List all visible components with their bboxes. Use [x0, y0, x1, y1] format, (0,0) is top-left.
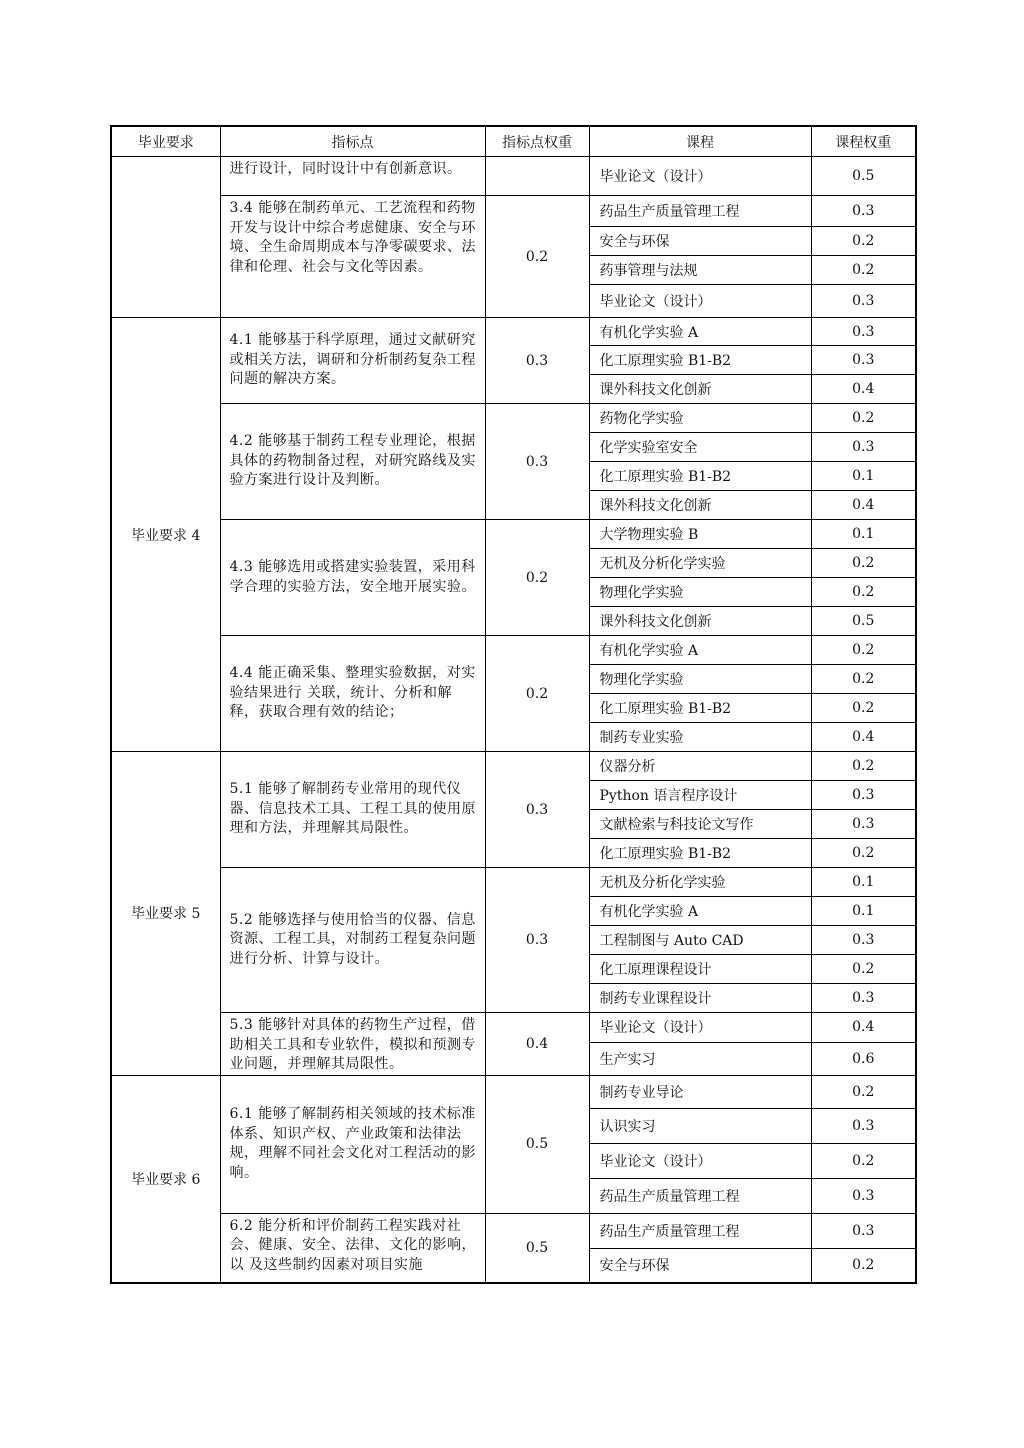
indicator-cell: 5.2 能够选择与使用恰当的仪器、信息资源、工程工具，对制药工程复杂问题进行分析、计算与设计。 — [220, 868, 485, 1013]
course-weight-cell: 0.3 — [811, 1178, 916, 1213]
requirement-cell: 毕业要求 5 — [111, 752, 220, 1076]
course-cell: 药品生产质量管理工程 — [589, 196, 811, 227]
course-weight-cell: 0.2 — [811, 1143, 916, 1178]
table-row — [111, 868, 916, 897]
course-cell: 化工原理实验 B1-B2 — [589, 694, 811, 723]
course-cell: 毕业论文（设计） — [589, 1013, 811, 1043]
indicator-cell: 4.1 能够基于科学原理，通过文献研究或相关方法，调研和分析制药复杂工程问题的解决方案。 — [220, 318, 485, 404]
requirement-cell: 毕业要求 4 — [111, 318, 220, 752]
indicator-cell: 6.2 能分析和评价制药工程实践对社会、健康、安全、法律、文化的影响，以 及这些制约因素对项目实施 — [220, 1213, 485, 1283]
course-cell: 物理化学实验 — [589, 578, 811, 607]
indicator-weight-cell: 0.5 — [485, 1213, 589, 1283]
course-weight-cell: 0.4 — [811, 1013, 916, 1043]
course-cell: 毕业论文（设计） — [589, 285, 811, 318]
course-cell: 无机及分析化学实验 — [589, 549, 811, 578]
course-weight-cell: 0.3 — [811, 285, 916, 318]
course-weight-cell: 0.3 — [811, 1213, 916, 1248]
course-weight-cell: 0.2 — [811, 256, 916, 285]
course-weight-cell: 0.5 — [811, 157, 916, 196]
header-indicator-weight: 指标点权重 — [485, 126, 589, 157]
table-row — [111, 1013, 916, 1043]
course-weight-cell: 0.3 — [811, 984, 916, 1013]
course-weight-cell: 0.3 — [811, 1108, 916, 1143]
table-row — [111, 318, 916, 346]
indicator-cell: 5.1 能够了解制药专业常用的现代仪器、信息技术工具、工程工具的使用原理和方法，并理解其局限性。 — [220, 752, 485, 868]
course-cell: 制药专业课程设计 — [589, 984, 811, 1013]
course-weight-cell: 0.2 — [811, 1248, 916, 1283]
indicator-weight-cell: 0.3 — [485, 318, 589, 404]
table-row — [111, 404, 916, 433]
course-cell: 化学实验室安全 — [589, 433, 811, 462]
indicator-cell: 4.3 能够选用或搭建实验装置，采用科学合理的实验方法，安全地开展实验。 — [220, 520, 485, 636]
indicator-cell: 4.2 能够基于制药工程专业理论，根据具体的药物制备过程，对研究路线及实验方案进行设计及判断。 — [220, 404, 485, 520]
course-weight-cell: 0.4 — [811, 491, 916, 520]
course-weight-cell: 0.1 — [811, 520, 916, 549]
course-weight-cell: 0.2 — [811, 1075, 916, 1108]
course-cell: 大学物理实验 B — [589, 520, 811, 549]
header-course-weight: 课程权重 — [811, 126, 916, 157]
course-weight-cell: 0.3 — [811, 318, 916, 346]
table-row — [111, 636, 916, 665]
header-indicator: 指标点 — [220, 126, 485, 157]
course-cell: 化工原理实验 B1-B2 — [589, 346, 811, 375]
indicator-weight-cell: 0.3 — [485, 404, 589, 520]
course-cell: 生产实习 — [589, 1042, 811, 1075]
indicator-cell: 6.1 能够了解制药相关领域的技术标准体系、知识产权、产业政策和法律法规，理解不同社会文化对工程活动的影响。 — [220, 1075, 485, 1213]
course-cell: 安全与环保 — [589, 1248, 811, 1283]
course-weight-cell: 0.2 — [811, 578, 916, 607]
course-weight-cell: 0.1 — [811, 462, 916, 491]
course-cell: 仪器分析 — [589, 752, 811, 781]
course-weight-cell: 0.3 — [811, 781, 916, 810]
course-cell: Python 语言程序设计 — [589, 781, 811, 810]
course-weight-cell: 0.2 — [811, 955, 916, 984]
course-cell: 制药专业导论 — [589, 1075, 811, 1108]
table-row — [111, 1075, 916, 1108]
course-cell: 有机化学实验 A — [589, 897, 811, 926]
course-weight-cell: 0.3 — [811, 926, 916, 955]
indicator-weight-cell: 0.2 — [485, 196, 589, 318]
course-cell: 课外科技文化创新 — [589, 607, 811, 636]
requirement-cell: 毕业要求 6 — [111, 1075, 220, 1283]
course-weight-cell: 0.2 — [811, 404, 916, 433]
course-weight-cell: 0.3 — [811, 196, 916, 227]
course-weight-cell: 0.2 — [811, 636, 916, 665]
course-cell: 药品生产质量管理工程 — [589, 1178, 811, 1213]
header-course: 课程 — [589, 126, 811, 157]
indicator-cell: 3.4 能够在制药单元、工艺流程和药物开发与设计中综合考虑健康、安全与环境、全生命周期成本与净零碳要求、法律和伦理、社会与文化等因素。 — [220, 196, 485, 318]
table-body — [111, 157, 916, 1284]
course-weight-cell: 0.2 — [811, 752, 916, 781]
course-weight-cell: 0.2 — [811, 549, 916, 578]
course-weight-cell: 0.4 — [811, 375, 916, 404]
indicator-weight-cell: 0.2 — [485, 636, 589, 752]
table-row — [111, 196, 916, 227]
course-weight-cell: 0.2 — [811, 694, 916, 723]
course-cell: 工程制图与 Auto CAD — [589, 926, 811, 955]
indicator-weight-cell: 0.3 — [485, 868, 589, 1013]
table-header-row — [111, 126, 916, 157]
course-cell: 化工原理实验 B1-B2 — [589, 462, 811, 491]
course-weight-cell: 0.6 — [811, 1042, 916, 1075]
course-cell: 课外科技文化创新 — [589, 375, 811, 404]
course-cell: 有机化学实验 A — [589, 636, 811, 665]
course-weight-cell: 0.1 — [811, 868, 916, 897]
course-cell: 毕业论文（设计） — [589, 1143, 811, 1178]
course-weight-cell: 0.2 — [811, 839, 916, 868]
indicator-weight-cell: 0.4 — [485, 1013, 589, 1076]
course-weight-cell: 0.3 — [811, 810, 916, 839]
table-row — [111, 1213, 916, 1248]
table-row — [111, 520, 916, 549]
course-weight-cell: 0.1 — [811, 897, 916, 926]
course-cell: 化工原理实验 B1-B2 — [589, 839, 811, 868]
indicator-weight-cell: 0.5 — [485, 1075, 589, 1213]
indicator-cell: 4.4 能正确采集、整理实验数据，对实验结果进行 关联，统计、分析和解释，获取合理有效的结论； — [220, 636, 485, 752]
indicator-weight-cell: 0.2 — [485, 520, 589, 636]
course-cell: 制药专业实验 — [589, 723, 811, 752]
course-cell: 认识实习 — [589, 1108, 811, 1143]
table-row — [111, 752, 916, 781]
header-requirement: 毕业要求 — [111, 126, 220, 157]
requirement-cell — [111, 157, 220, 318]
course-cell: 文献检索与科技论文写作 — [589, 810, 811, 839]
course-cell: 安全与环保 — [589, 227, 811, 256]
course-cell: 物理化学实验 — [589, 665, 811, 694]
course-cell: 药品生产质量管理工程 — [589, 1213, 811, 1248]
course-weight-cell: 0.2 — [811, 227, 916, 256]
indicator-cell: 5.3 能够针对具体的药物生产过程，借助相关工具和专业软件，模拟和预测专业问题，并理解其局限性。 — [220, 1013, 485, 1076]
table-row — [111, 157, 916, 196]
course-weight-cell: 0.4 — [811, 723, 916, 752]
course-cell: 药事管理与法规 — [589, 256, 811, 285]
course-cell: 课外科技文化创新 — [589, 491, 811, 520]
course-cell: 毕业论文（设计） — [589, 157, 811, 196]
course-cell: 药物化学实验 — [589, 404, 811, 433]
course-weight-cell: 0.5 — [811, 607, 916, 636]
indicator-weight-cell — [485, 157, 589, 196]
graduation-requirements-table — [110, 125, 917, 1284]
indicator-cell: 进行设计，同时设计中有创新意识。 — [220, 157, 485, 196]
course-cell: 化工原理课程设计 — [589, 955, 811, 984]
course-weight-cell: 0.3 — [811, 433, 916, 462]
course-cell: 无机及分析化学实验 — [589, 868, 811, 897]
course-cell: 有机化学实验 A — [589, 318, 811, 346]
indicator-weight-cell: 0.3 — [485, 752, 589, 868]
course-weight-cell: 0.2 — [811, 665, 916, 694]
course-weight-cell: 0.3 — [811, 346, 916, 375]
